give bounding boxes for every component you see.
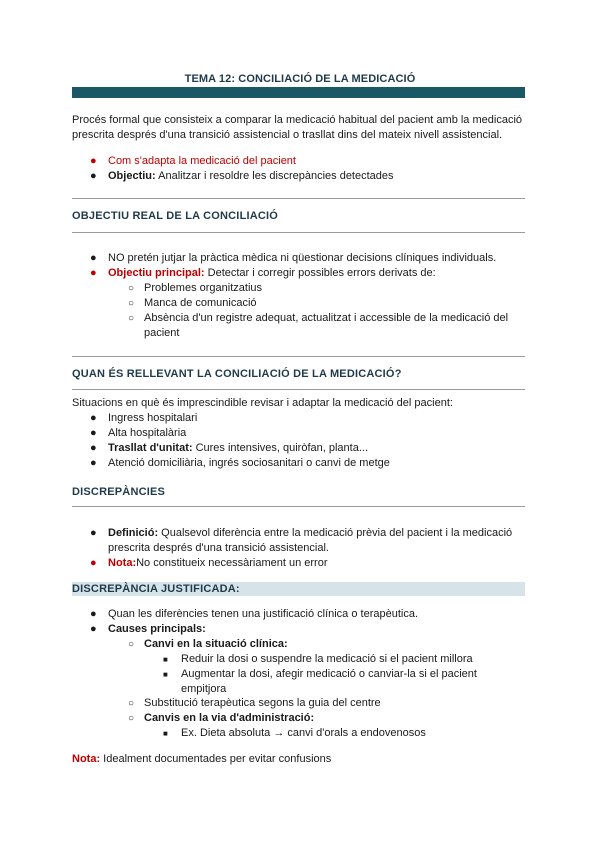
- text: Detectar i corregir possibles errors derivats de:: [204, 267, 436, 279]
- section-heading: DISCREPÀNCIES: [72, 486, 166, 498]
- list-item-text: Com s'adapta la medicació del pacient: [108, 155, 296, 167]
- bullet-icon: ●: [90, 155, 97, 167]
- list-item-text: Ingress hospitalari: [108, 412, 198, 424]
- footer-note: [72, 752, 532, 767]
- sub-list-item-text: Substitució terapèutica segons la guia del centre: [144, 697, 381, 709]
- label: Objectiu principal:: [108, 267, 205, 279]
- square-icon: ■: [163, 655, 168, 664]
- text: Idealment documentades per evitar confusions: [100, 753, 332, 765]
- bullet-icon: ●: [90, 527, 97, 539]
- list-item-text: [108, 169, 528, 184]
- circle-icon: ○: [128, 639, 135, 650]
- list-item-text: NO pretén jutjar la pràctica mèdica ni qüestionar decisions clíniques individuals.: [108, 252, 497, 264]
- sub-sub-list-item-text: Augmentar la dosi, afegir medicació o canviar-la si el pacient empitjora: [181, 668, 477, 695]
- circle-icon: ○: [128, 298, 135, 309]
- square-icon: ■: [163, 670, 168, 679]
- bullet-icon: ●: [90, 252, 97, 264]
- bullet-icon: ●: [90, 267, 97, 279]
- list-item-text: [108, 556, 528, 571]
- label: Definició:: [108, 527, 159, 539]
- text: Cures intensives, quiròfan, planta...: [192, 442, 368, 454]
- bullet-icon: ●: [90, 412, 97, 424]
- text: Qualsevol diferència entre la medicació prèvia del pacient i la medicació prescrita després d'una transició assistencial.: [108, 527, 513, 554]
- divider: [72, 506, 525, 507]
- square-icon: ■: [163, 729, 168, 738]
- list-item-text: Atenció domiciliària, ingrés sociosanitari o canvi de metge: [108, 457, 390, 469]
- list-item-text: [108, 266, 528, 281]
- circle-icon: ○: [128, 698, 135, 709]
- section-heading: QUAN ÉS RELLEVANT LA CONCILIACIÓ DE LA MEDICACIÓ?: [72, 368, 402, 380]
- section-intro: Situacions en què és imprescindible revisar i adaptar la medicació del pacient:: [72, 397, 453, 409]
- bullet-icon: ●: [90, 442, 97, 454]
- list-item-text: Alta hospitalària: [108, 427, 187, 439]
- sub-list-item-text: Absència d'un registre adequat, actualitzat i accessible de la medicació del pacient: [144, 312, 509, 339]
- circle-icon: ○: [128, 713, 135, 724]
- list-item-text: [108, 526, 528, 556]
- list-item-text: [108, 441, 528, 456]
- text: Analitzar i resoldre les discrepàncies detectades: [155, 170, 394, 182]
- list-item-text: Quan les diferències tenen una justificació clínica o terapèutica.: [108, 608, 419, 620]
- label: Nota:: [72, 753, 101, 765]
- bullet-icon: ●: [90, 608, 97, 620]
- divider: [72, 232, 525, 233]
- divider: [72, 198, 525, 199]
- section-heading: OBJECTIU REAL DE LA CONCILIACIÓ: [72, 210, 279, 222]
- title-bar: [72, 87, 525, 98]
- sub-list-item-text: Canvi en la situació clínica:: [144, 638, 288, 650]
- divider: [72, 389, 525, 390]
- label: Nota:: [108, 557, 137, 569]
- sub-list-item-text: Problemes organitzatius: [144, 282, 263, 294]
- sub-sub-list-item-text: Ex. Dieta absoluta → canvi d'orals a endovenosos: [181, 727, 426, 739]
- sub-list-item-text: Manca de comunicació: [144, 297, 257, 309]
- divider: [72, 356, 525, 357]
- intro-paragraph: Procés formal que consisteix a comparar la medicació habitual del pacient amb la medicació prescrita després d'una transició assistencial o trasllat dins del mateix nivell assistencial.: [72, 114, 523, 141]
- label: Trasllat d'unitat:: [108, 442, 193, 454]
- bullet-icon: ●: [90, 557, 97, 569]
- sub-list-item-text: Canvis en la via d'administració:: [144, 712, 315, 724]
- circle-icon: ○: [128, 313, 135, 324]
- label: Objectiu:: [108, 170, 156, 182]
- text: No constitueix necessàriament un error: [136, 557, 328, 569]
- bullet-icon: ●: [90, 457, 97, 469]
- circle-icon: ○: [128, 283, 135, 294]
- bullet-icon: ●: [90, 427, 97, 439]
- list-item-text: Causes principals:: [108, 623, 206, 635]
- section-heading: DISCREPÀNCIA JUSTIFICADA:: [72, 583, 240, 595]
- sub-sub-list-item-text: Reduir la dosi o suspendre la medicació si el pacient millora: [181, 653, 473, 665]
- page-title: TEMA 12: CONCILIACIÓ DE LA MEDICACIÓ: [184, 73, 416, 85]
- bullet-icon: ●: [90, 623, 97, 635]
- bullet-icon: ●: [90, 170, 97, 182]
